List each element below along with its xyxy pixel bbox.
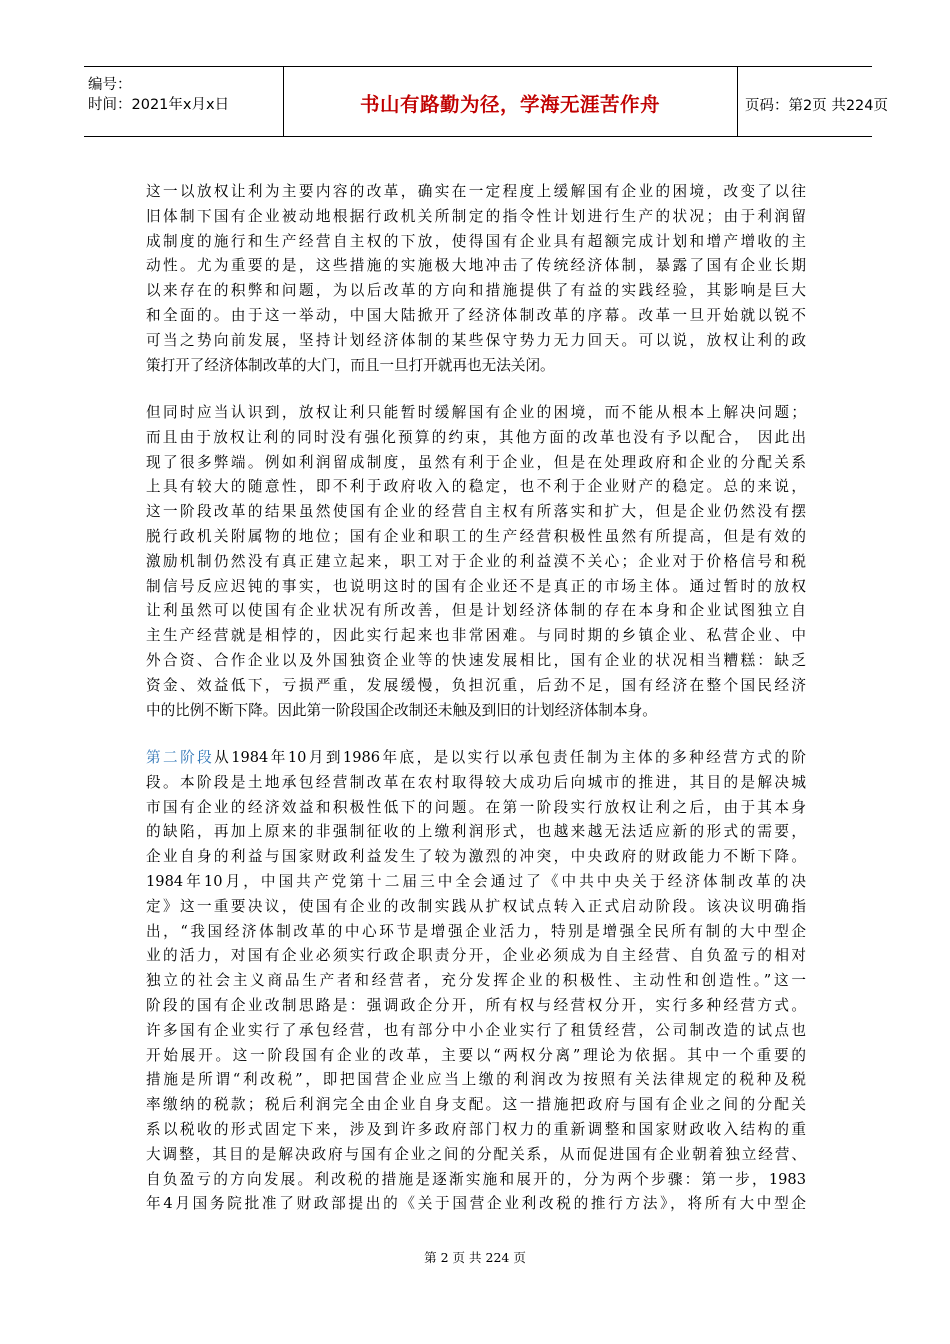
paragraph-line: 激励机制仍然没有真正建立起来，职工对于企业的利益漠不关心；企业对于价格信号和税 <box>146 552 806 570</box>
paragraph-3 <box>146 746 806 1217</box>
document-number-label: 编号： <box>88 77 132 93</box>
paragraph-line: 旧体制下国有企业被动地根据行政机关所制定的指令性计划进行生产的状况；由于利润留 <box>146 207 806 225</box>
paragraph-line: 外合资、合作企业以及外国独资企业等的快速发展相比，国有企业的状况相当糟糕：缺乏 <box>146 651 806 669</box>
paragraph-line: 而且由于放权让利的同时没有强化预算的约束，其他方面的改革也没有予以配合， 因此出 <box>146 428 806 446</box>
paragraph-line: 以来存在的积弊和问题，为以后改革的方向和措施提供了有益的实践经验，其影响是巨大 <box>146 282 806 300</box>
paragraph-line: 独立的社会主义商品生产者和经营者，充分发挥企业的积极性、主动性和创造性。”这一 <box>146 972 806 990</box>
paragraph-3-first-line-text: 从1984年10月到1986年底，是以实行以承包责任制为主体的多种经营方式的阶 <box>214 749 806 766</box>
header-motto-cell <box>283 67 738 136</box>
paragraph-line: 许多国有企业实行了承包经营，也有部分中小企业实行了租赁经营，公司制改造的试点也 <box>146 1021 806 1039</box>
paragraph-line: 系以税收的形式固定下来，涉及到许多政府部门权力的重新调整和国家财政收入结构的重 <box>146 1120 806 1138</box>
paragraph-line: 资金、效益低下，亏损严重，发展缓慢，负担沉重，后劲不足，国有经济在整个国民经济 <box>146 676 806 694</box>
paragraph-2 <box>146 401 806 723</box>
paragraph-line: 制信号反应迟钝的事实，也说明这时的国有企业还不是真正的市场主体。通过暂时的放权 <box>146 577 806 595</box>
paragraph-line: 上具有较大的随意性，即不利于政府收入的稳定，也不利于企业财产的稳定。总的来说， <box>146 478 806 496</box>
paragraph-line: 段。本阶段是土地承包经营制改革在农村取得较大成功后向城市的推进，其目的是解决城 <box>146 773 806 791</box>
paragraph-line: 脱行政机关附属物的地位；国有企业和职工的生产经营积极性虽然有所提高，但是有效的 <box>146 527 806 545</box>
paragraph-line: 主生产经营就是相悖的，因此实行起来也非常困难。与同时期的乡镇企业、私营企业、中 <box>146 627 806 645</box>
paragraph-line: 的缺陷，再加上原来的非强制征收的上缴利润形式，也越来越无法适应新的形式的需要， <box>146 823 806 841</box>
paragraph-line: 措施是所谓“利改税”，即把国营企业应当上缴的利润改为按照有关法律规定的税种及税 <box>146 1071 806 1089</box>
paragraph-line: 率缴纳的税款；税后利润完全由企业自身支配。这一措施把政府与国有企业之间的分配关 <box>146 1096 806 1114</box>
paragraph-line: 和全面的。由于这一举动，中国大陆掀开了经济体制改革的序幕。改革一旦开始就以锐不 <box>146 306 806 324</box>
paragraph-line: 这一阶段改革的结果虽然使国有企业的经营自主权有所落实和扩大，但是企业仍然没有摆 <box>146 503 806 521</box>
paragraph-line: 定》这一重要决议，使国有企业的改制实践从扩权试点转入正式启动阶段。该决议明确指 <box>146 897 806 915</box>
paragraph-line: 阶段的国有企业改制思路是：强调政企分开，所有权与经营权分开，实行多种经营方式。 <box>146 996 806 1014</box>
paragraph-line: 中的比例不断下降。因此第一阶段国企改制还未触及到旧的计划经济体制本身。 <box>146 701 657 719</box>
paragraph-line: 企业自身的利益与国家财政利益发生了较为激烈的冲突，中央政府的财政能力不断下降。 <box>146 848 806 866</box>
header-page-cell <box>737 67 889 136</box>
header-meta-cell <box>84 67 284 136</box>
paragraph-line: 大调整，其目的是解决政府与国有企业之间的分配关系，从而促进国有企业朝着独立经营、 <box>146 1145 806 1163</box>
paragraph-line: 现了很多弊端。例如利润留成制度，虽然有利于企业，但是在处理政府和企业的分配关系 <box>146 453 806 471</box>
paragraph-line: 出，“我国经济体制改革的中心环节是增强企业活力，特别是增强全民所有制的大中型企 <box>146 922 806 940</box>
header-motto: 书山有路勤为径，学海无涯苦作舟 <box>359 93 660 116</box>
paragraph-line: 自负盈亏的方向发展。利改税的措施是逐渐实施和展开的，分为两个步骤：第一步，1983 <box>146 1170 806 1188</box>
paragraph-line: 可当之势向前发展，坚持计划经济体制的某些保守势力无力回天。可以说，放权让利的政 <box>146 331 806 349</box>
section-heading-highlight: 第二阶段 <box>146 749 215 766</box>
paragraph-line: 业的活力，对国有企业必须实行政企职责分开，企业必须成为自主经营、自负盈亏的相对 <box>146 947 806 965</box>
page-header <box>84 66 889 137</box>
page-footer: 第 2 页 共 224 页 <box>424 1250 526 1265</box>
paragraph-line: 策打开了经济体制改革的大门，而且一旦打开就再也无法关闭。 <box>146 356 555 374</box>
header-page-info: 页码：第2页 共224页 <box>745 98 889 114</box>
paragraph-line: 市国有企业的经济效益和积极性低下的问题。在第一阶段实行放权让利之后，由于其本身 <box>146 798 806 816</box>
paragraph-line: 1984年10月，中国共产党第十二届三中全会通过了《中共中央关于经济体制改革的决 <box>146 872 806 890</box>
paragraph-line: 开始展开。这一阶段国有企业的改革，主要以“两权分离”理论为依据。其中一个重要的 <box>146 1046 806 1064</box>
document-time-label: 时间：2021年x月x日 <box>88 97 230 113</box>
paragraph-line: 年4月国务院批准了财政部提出的《关于国营企业利改税的推行方法》，将所有大中型企 <box>146 1195 806 1213</box>
paragraph-1 <box>146 180 806 378</box>
paragraph-line: 这一以放权让利为主要内容的改革，确实在一定程度上缓解国有企业的困境，改变了以往 <box>146 183 806 200</box>
paragraph-line <box>146 746 806 771</box>
paragraph-line: 成制度的施行和生产经营自主权的下放，使得国有企业具有超额完成计划和增产增收的主 <box>146 232 806 250</box>
paragraph-line: 动性。尤为重要的是，这些措施的实施极大地冲击了传统经济体制，暴露了国有企业长期 <box>146 257 806 275</box>
paragraph-line: 让利虽然可以使国有企业状况有所改善，但是计划经济体制的存在本身和企业试图独立自 <box>146 602 806 620</box>
paragraph-line: 但同时应当认识到，放权让利只能暂时缓解国有企业的困境，而不能从根本上解决问题； <box>146 404 806 421</box>
